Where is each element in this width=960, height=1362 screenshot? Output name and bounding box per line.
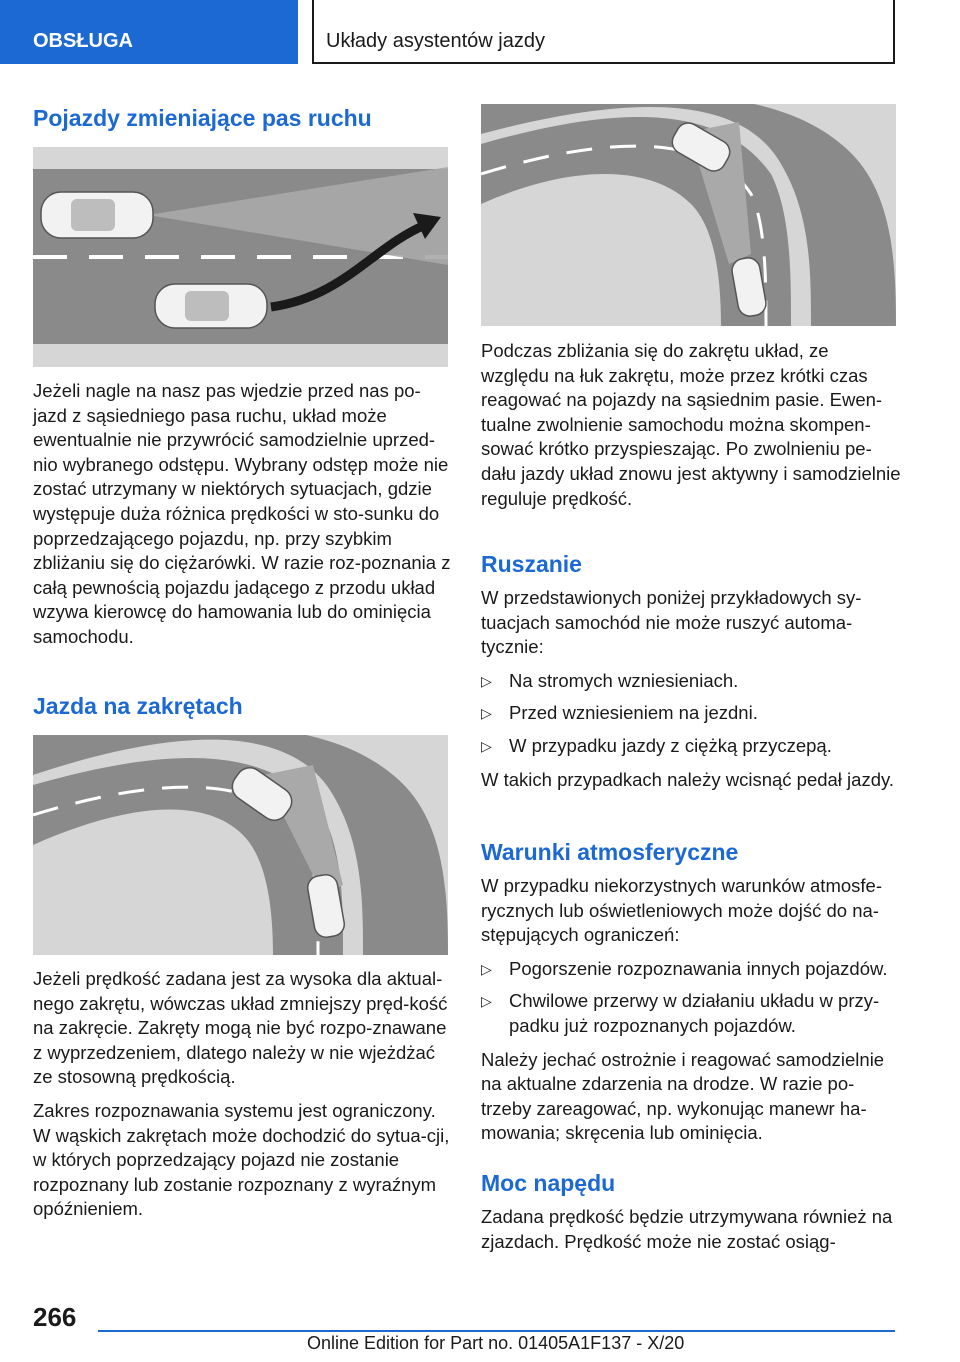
triangle-right-icon: ▷	[481, 960, 492, 977]
footer-divider	[98, 1330, 895, 1332]
car-cutting-in	[155, 284, 267, 328]
section-tab: OBSŁUGA	[0, 0, 298, 64]
list-item: ▷ W przypadku jazdy z ciężką przyczepą.	[481, 734, 901, 759]
lane-change-illustration	[33, 147, 448, 367]
list-item: ▷ Pogorszenie rozpoznawania innych pojazdów.	[481, 957, 901, 982]
triangle-right-icon: ▷	[481, 672, 492, 689]
heading-weather: Warunki atmosferyczne	[481, 839, 739, 865]
heading-starting: Ruszanie	[481, 551, 582, 577]
chapter-title: Układy asystentów jazdy	[312, 0, 895, 64]
paragraph-curves-2: Zakres rozpoznawania systemu jest ograniczony. W wąskich zakrętach może dochodzić do sytua‐cji, w których poprzedzający pojazd nie zostanie rozpoznany lub zostanie rozpoznany z wyraźnym opóźnieniem.	[33, 1099, 450, 1220]
car-ego	[41, 192, 153, 238]
list-item: ▷ Chwilowe przerwy w działaniu układu w przy‐padku już rozpoznanych pojazdów.	[481, 990, 880, 1036]
page-number: 266	[33, 1302, 77, 1332]
paragraph-curve-adjacent: Podczas zbliżania się do zakrętu układ, ze względu na łuk zakrętu, może przez krótki czas reagować na pojazdy na sąsiednim pasie. Ewen‐tualne zwolnienie samochodu można skompen‐sować krótko przyspieszając. Po zwolnieniu pe‐dału jazdy układ znowu jest aktywny i samodzielnie reguluje prędkość.	[481, 340, 901, 509]
footer-edition: Online Edition for Part no. 01405A1F137 - X/20	[307, 1333, 685, 1353]
paragraph-starting-note: W takich przypadkach należy wcisnąć pedał jazdy.	[481, 768, 895, 790]
paragraph-lane-change: Jeżeli nagle na nasz pas wjedzie przed nas po‐jazd z sąsiedniego pasa ruchu, układ może ewentualnie nie przywrócić samodzielnie uprzed‐nio wybranego odstępu. Wybrany odstęp może nie zostać utrzymany w niektórych sytuacjach, gdzie występuje duża różnica prędkości w sto‐sunku do poprzedzającego pojazdu, np. przy szybkim zbliżaniu się do ciężarówki. W razie roz‐poznania z całą pewnością pojazdu jadącego z przodu układ wzywa kierowcę do hamowania lub do ominięcia samochodu.	[33, 380, 451, 647]
triangle-right-icon: ▷	[481, 737, 492, 754]
list-weather	[481, 957, 901, 1039]
list-item: ▷ Przed wzniesieniem na jezdni.	[481, 701, 901, 726]
paragraph-drive-power: Zadana prędkość będzie utrzymywana również na zjazdach. Prędkość może nie zostać osiąg‐	[481, 1206, 893, 1252]
curve-illustration-right	[481, 104, 896, 326]
triangle-right-icon: ▷	[481, 993, 492, 1010]
paragraph-curves-1: Jeżeli prędkość zadana jest za wysoka dla aktual‐nego zakrętu, wówczas układ zmniejszy pręd‐kość na zakręcie. Zakręty mogą nie być rozpo‐znawane z wyprzedzeniem, dlatego należy w nie wjeżdżać ze stosowną prędkością.	[33, 968, 448, 1088]
paragraph-weather: W przypadku niekorzystnych warunków atmosfe‐rycznych lub oświetleniowych może dojść do na‐stępujących ograniczeń:	[481, 875, 882, 946]
paragraph-weather-note: Należy jechać ostrożnie i reagować samodzielnie na aktualne zdarzenia na drodze. W razie po‐trzeby zareagować, np. wykonując manewr ha‐mowania; skręcenia lub ominięcia.	[481, 1048, 885, 1144]
list-starting	[481, 669, 901, 759]
list-item: ▷ Na stromych wzniesieniach.	[481, 669, 901, 694]
heading-drive-power: Moc napędu	[481, 1170, 616, 1196]
heading-curves: Jazda na zakrętach	[33, 693, 243, 719]
paragraph-starting: W przedstawionych poniżej przykładowych sy‐tuacjach samochód nie może ruszyć automa‐tycznie:	[481, 587, 862, 658]
triangle-right-icon: ▷	[481, 705, 492, 722]
heading-lane-change: Pojazdy zmieniające pas ruchu	[33, 105, 372, 131]
curve-illustration-left	[33, 735, 448, 955]
